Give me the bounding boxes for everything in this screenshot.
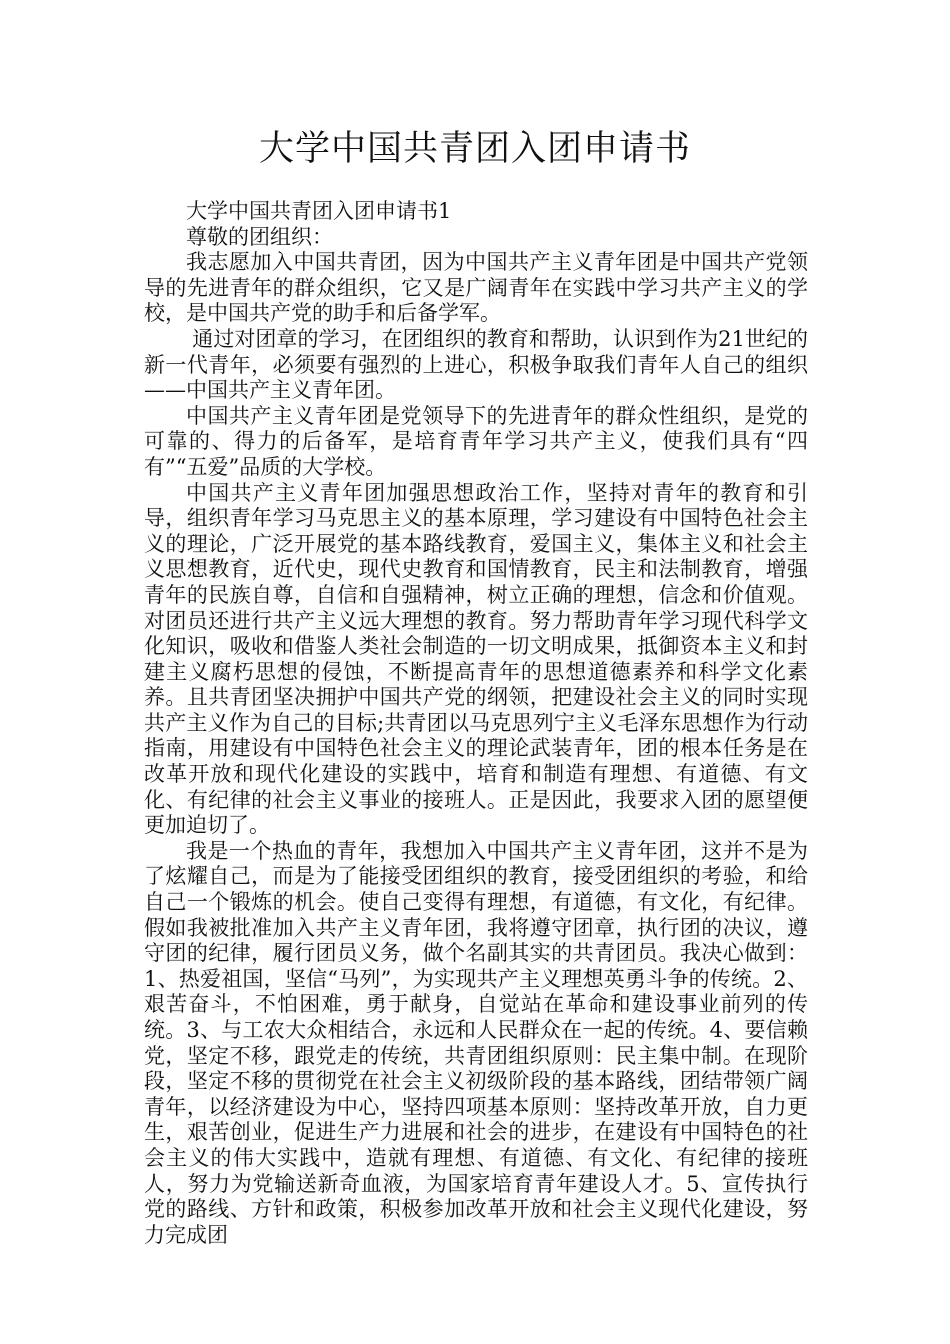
paragraph: 通过对团章的学习，在团组织的教育和帮助，认识到作为21世纪的新一代青年，必须要有强烈的上进心，积极争取我们青年人自己的组织——中国共产主义青年团。	[144, 326, 808, 403]
document-body	[144, 199, 808, 1248]
document-subtitle: 大学中国共青团入团申请书1	[186, 199, 452, 223]
paragraph: 中国共产主义青年团是党领导下的先进青年的群众性组织，是党的可靠的、得力的后备军，是培育青年学习共产主义，使我们具有“四有”“五爱”品质的大学校。	[144, 403, 808, 479]
paragraph: 我是一个热血的青年，我想加入中国共产主义青年团，这并不是为了炫耀自己，而是为了能接受团组织的教育，接受团组织的考验，和给自己一个锻炼的机会。使自己变得有理想，有道德，有文化，有纪律。假如我被批准加入共产主义青年团，我将遵守团章，执行团的决议，遵守团的纪律，履行团员义务，做个名副其实的共青团员。我决心做到：1、热爱祖国，坚信“马列”，为实现共产主义理想英勇斗争的传统。2、艰苦奋斗，不怕困难，勇于献身，自觉站在革命和建设事业前列的传统。3、与工农大众相结合，永远和人民群众在一起的传统。4、要信赖党，坚定不移，跟党走的传统，共青团组织原则：民主集中制。在现阶段，坚定不移的贯彻党在社会主义初级阶段的基本路线，团结带领广阔青年，以经济建设为中心，坚持四项基本原则：坚持改革开放，自力更生，艰苦创业，促进生产力进展和社会的进步，在建设有中国特色的社会主义的伟大实践中，造就有理想、有道德、有文化、有纪律的接班人，努力为党输送新奇血液，为国家培育青年建设人才。5、宣传执行党的路线、方针和政策，积极参加改革开放和社会主义现代化建设，努力完成团	[144, 838, 808, 1247]
paragraph: 中国共产主义青年团加强思想政治工作，坚持对青年的教育和引导，组织青年学习马克思主义的基本原理，学习建设有中国特色社会主义的理论，广泛开展党的基本路线教育，爱国主义，集体主义和社会主义思想教育，近代史，现代史教育和国情教育，民主和法制教育，增强青年的民族自尊，自信和自强精神，树立正确的理想，信念和价值观。对团员还进行共产主义远大理想的教育。努力帮助青年学习现代科学文化知识，吸收和借鉴人类社会制造的一切文明成果，抵御资本主义和封建主义腐朽思想的侵蚀，不断提高青年的思想道德素养和科学文化素养。且共青团坚决拥护中国共产党的纲领，把建设社会主义的同时实现共产主义作为自己的目标;共青团以马克思列宁主义毛泽东思想作为行动指南，用建设有中国特色社会主义的理论武装青年，团的根本任务是在改革开放和现代化建设的实践中，培育和制造有理想、有道德、有文化、有纪律的社会主义事业的接班人。正是因此，我要求入团的愿望便更加迫切了。	[144, 480, 808, 838]
salutation: 尊敬的团组织：	[186, 224, 333, 249]
paragraph: 我志愿加入中国共青团，因为中国共产主义青年团是中国共产党领导的先进青年的群众组织，它又是广阔青年在实践中学习共产主义的学校，是中国共产党的助手和后备学军。	[144, 250, 808, 326]
document-title: 大学中国共青团入团申请书	[258, 129, 691, 169]
